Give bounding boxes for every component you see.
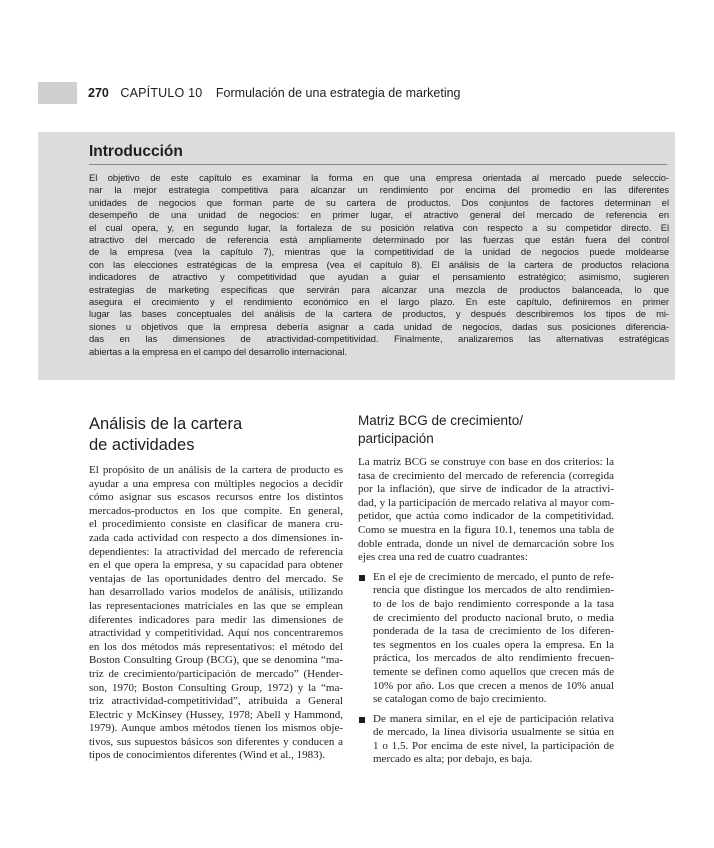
bullet-text-line: tes segmentos en los cuales opera la empresa. En la (373, 638, 614, 651)
introduction-line: abiertas a la empresa en el campo del desarrollo internacional. (89, 345, 347, 357)
body-text-line: triz atractividad-competitividad”, atribuida a General (89, 695, 343, 708)
right-section-title-line: participación (358, 431, 434, 446)
introduction-line: estrategias de marketing específicas que servirán para alcanzar una mezcla de productos balanceada, lo que (89, 283, 669, 295)
introduction-line: nar la mejor estrategia competitiva para alcanzar un rendimiento por encima del promedio en las diferentes (89, 184, 669, 196)
introduction-line: con las elecciones estratégicas de la empresa (vea el capítulo 8). El análisis de la cartera de productos relaciona (89, 258, 669, 270)
introduction-divider (89, 164, 667, 165)
introduction-line: siones u objetivos que la empresa debería asignar a cada unidad de negocios, dadas sus posiciones diferencia- (89, 320, 669, 332)
bullet-text-line: rencia que distingue los mercados de alto rendimien- (373, 584, 614, 597)
header-gray-bar (38, 82, 77, 104)
bullet-text-line: to de los de bajo rendimiento corresponde a la tasa (373, 597, 614, 610)
bullet-text-line: En el eje de crecimiento de mercado, el punto de refe- (373, 570, 614, 583)
body-text-line: mercados-productos en los que compite. En general, (89, 504, 343, 517)
body-text-line: han desarrollado varios modelos de análisis, utilizando (89, 586, 343, 599)
introduction-line: unidades de negocios que forman parte de su cartera de productos. Dos conjuntos de factores determinan el (89, 196, 669, 208)
bullet-text-line: 10% por año. Los que crecen a menos de 10% anual (373, 679, 614, 692)
introduction-line: de la empresa (vea la capítulo 7), mientras que la competitividad de la unidad de negocios puede moldearse (89, 246, 669, 258)
body-text-line: las representaciones matriciales en las que se emplean (89, 599, 343, 612)
bullet-text-line: práctica, los mercados de alto rendimiento frecuen- (373, 652, 614, 665)
body-text-line: tasa de crecimiento del mercado de referencia (corregida (358, 469, 614, 482)
body-text-line: son, 1970; Boston Consulting Group, 1972) y la “ma- (89, 681, 343, 694)
right-column-text (358, 456, 614, 767)
left-column-text (89, 464, 343, 763)
bullet-text-line: se catalogan como de bajo crecimiento. (373, 693, 547, 706)
bullet-text-line: temente se definen como aquellos que crecen más de (373, 665, 614, 678)
body-text-line: atractividad y competitividad. Aquí nos concentraremos (89, 627, 343, 640)
square-bullet-icon (359, 575, 365, 581)
body-text-line: El propósito de un análisis de la cartera de producto es (89, 464, 343, 476)
bullet-text-line: de mercado, la línea divisoria usualmente se sitúa en (373, 726, 614, 739)
introduction-line: asegura el crecimiento y el rendimiento económico en el largo plazo. En este capítulo, definiremos en primer (89, 296, 669, 308)
chapter-label: CAPÍTULO 10 (120, 86, 203, 100)
introduction-title: Introducción (89, 143, 183, 160)
body-text-line: tivos, sus supuestos básicos son diferentes y conducen a (89, 735, 343, 748)
body-text-line: 1979). Aunque ambos métodos tienen los mismos obje- (89, 722, 343, 735)
bullet-text-line: ponderada de la tasa de crecimiento de los diferen- (373, 625, 614, 638)
body-text-line: La matriz BCG se construye con base en dos criterios: la (358, 456, 614, 468)
body-text-line: Como se muestra en la figura 10.1, tenemos una tabla de (358, 523, 614, 536)
running-header (88, 86, 461, 100)
body-text-line: Boston Consulting Group (BCG), que se denomina “ma- (89, 654, 343, 667)
body-text-line: Electric y McKinsey (Hussey, 1978; Abell y Hammond, (89, 708, 343, 721)
introduction-line: indicadores de atractivo y competitividad que ayudan a guiar el pensamiento estratégico; asimismo, sugieren (89, 271, 669, 283)
introduction-line: das en las dimensiones de atractividad-competitividad. Finalmente, analizaremos las alternativas estratégicas (89, 333, 669, 345)
left-section-title (89, 414, 242, 456)
chapter-title: Formulación de una estrategia de marketing (215, 86, 461, 100)
body-text-line: por la inflación), que sirve de indicador de la atractivi- (358, 483, 614, 496)
bullet-item (358, 571, 614, 707)
left-section-title-line: Análisis de la cartera (89, 415, 243, 433)
body-text-line: en el que opera la empresa, y su capacidad para obtener (89, 559, 343, 572)
body-text-line: ayudar a una empresa con múltiples negocios a decidir (89, 477, 343, 490)
bullet-text-line: 1 o 1.5. Por encima de este nivel, la participación de (373, 739, 614, 752)
body-text-line: triz de crecimiento/participación de mercado” (Hender- (89, 667, 343, 680)
body-text-line: dad, y la participación de mercado relativa al mayor com- (358, 496, 614, 509)
body-text-line: dependientes: la atractividad del mercado de referencia (89, 545, 343, 558)
introduction-text (89, 172, 669, 358)
body-text-line: doble entrada, donde un nivel de demarcación sobre los (358, 537, 614, 550)
body-text-line: tipos de conocimientos diferentes (Wind et al., 1983). (89, 749, 325, 762)
introduction-line: atractivo del mercado de referencia está ampliamente determinado por las fuerzas que están fuera del control (89, 234, 669, 246)
right-section-title (358, 412, 523, 448)
bullet-text-line: mercado es alta; por debajo, es baja. (373, 753, 533, 766)
body-text-line: petidor, que actúa como indicador de la competitividad. (358, 510, 614, 523)
body-text-line: en los dos métodos más representativos: el método del (89, 640, 343, 653)
right-section-title-line: Matriz BCG de crecimiento/ (358, 413, 524, 428)
body-text-line: el procedimiento consiste en clasificar de manera cru- (89, 518, 343, 531)
introduction-line: desempeño de una unidad de negocios: en primer lugar, el atractivo general del mercado de referencia en (89, 209, 669, 221)
introduction-line: El objetivo de este capítulo es examinar la forma en que una empresa orientada al mercado puede seleccio- (89, 172, 669, 183)
square-bullet-icon (359, 717, 365, 723)
body-text-line: cómo asignar sus escasos recursos entre los distintos (89, 491, 343, 504)
page-number: 270 (88, 86, 109, 100)
introduction-line: lugar las bases conceptuales del análisis de la cartera de productos, y después describiremos los tipos de mi- (89, 308, 669, 320)
body-text-line: ejes crea una red de cuatro cuadrantes: (358, 551, 528, 564)
introduction-line: el cual opera, y, en segundo lugar, la fortaleza de su posición relativa con respecto a su competidor directo. El (89, 221, 669, 233)
bullet-text-line: de crecimiento del producto nacional bruto, o media (373, 611, 614, 624)
left-section-title-line: de actividades (89, 436, 195, 454)
bullet-text-line: De manera similar, en el eje de participación relativa (373, 712, 614, 725)
body-text-line: ventajas de las oportunidades dentro del mercado. Se (89, 572, 343, 585)
body-text-line: diferentes indicadores para medir las dimensiones de (89, 613, 343, 626)
bullet-item (358, 713, 614, 767)
body-text-line: zada cada actividad con respecto a dos dimensiones in- (89, 531, 343, 544)
